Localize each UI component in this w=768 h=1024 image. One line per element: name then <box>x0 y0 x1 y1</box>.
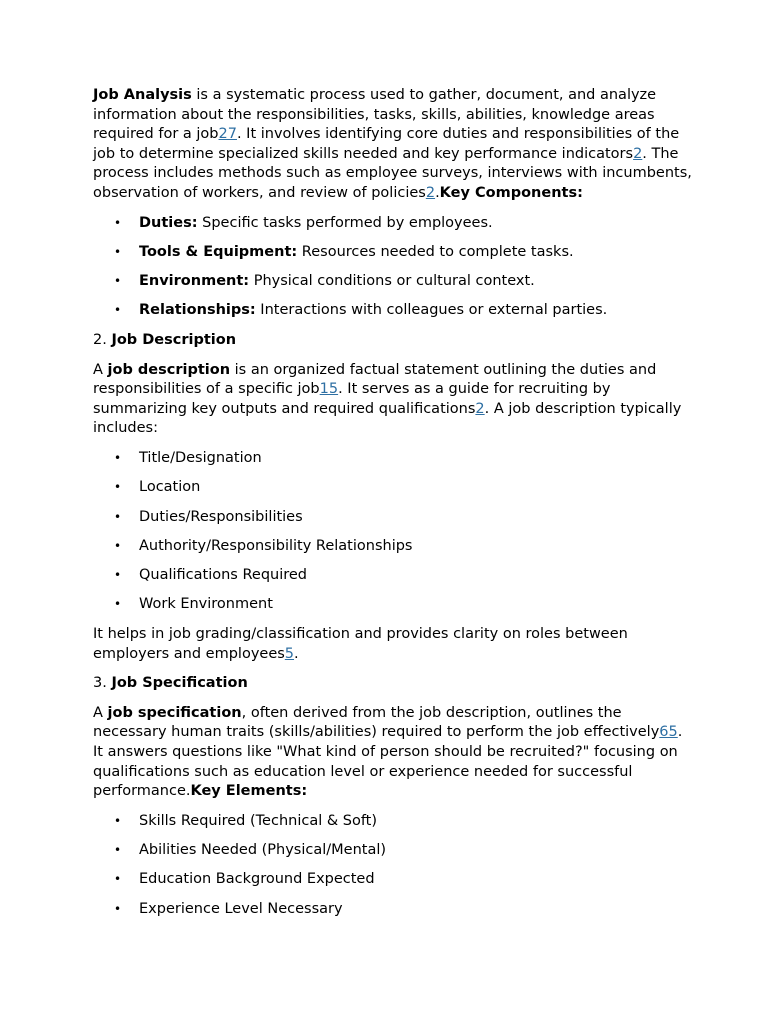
list-item: • Abilities Needed (Physical/Mental) <box>139 841 693 861</box>
list-item: • Education Background Expected <box>139 870 693 890</box>
list-item: • Work Environment <box>139 595 693 615</box>
key-components-list <box>93 214 693 321</box>
key-elements-label: Key Elements: <box>190 783 308 800</box>
paragraph-text: . <box>294 645 299 662</box>
paragraph-text: . It serves as a guide for recruiting by summarizing key outputs and required qualifications <box>93 381 611 417</box>
list-item-label: Tools & Equipment: <box>139 243 298 260</box>
section-title: Job Description <box>111 332 237 348</box>
job-specification-heading <box>93 674 693 694</box>
job-description-heading <box>93 331 693 351</box>
list-item-label: Relationships: <box>139 302 256 319</box>
paragraph-text: It helps in job grading/classification and provides clarity on roles between employers and employees <box>93 625 628 662</box>
paragraph-text: . It answers questions like "What kind of person should be recruited?" focusing on qualifications such as education level or experience needed for successful performance. <box>93 724 683 800</box>
citation-link[interactable]: 65 <box>659 724 678 741</box>
paragraph-text: . A job description typically includes: <box>93 400 682 437</box>
list-item: • Duties/Responsibilities <box>139 508 693 528</box>
paragraph-text: . The process includes methods such as employee surveys, interviews with incumbents, observation of workers, and review of policies <box>93 145 692 201</box>
job-specification-paragraph <box>93 704 693 802</box>
list-item: • Skills Required (Technical & Soft) <box>139 812 693 832</box>
job-description-paragraph <box>93 361 693 439</box>
document-body <box>93 86 693 929</box>
key-components-label: Key Components: <box>439 184 583 201</box>
job-specification-term: job specification <box>107 704 242 721</box>
paragraph-text: is a systematic process used to gather, document, and analyze information about the responsibilities, tasks, skills, abilities, knowledge areas required for a job <box>93 87 657 143</box>
list-item-text: Specific tasks performed by employees. <box>197 214 493 231</box>
section-title: Job Specification <box>111 675 248 692</box>
list-item: • Location <box>139 478 693 498</box>
job-analysis-paragraph <box>93 86 693 204</box>
list-item-label: Environment: <box>139 273 250 290</box>
list-item <box>139 272 693 292</box>
citation-link[interactable]: 5 <box>284 645 295 662</box>
list-item-text: Interactions with colleagues or external parties. <box>255 302 608 319</box>
citation-link[interactable]: 2 <box>633 145 643 162</box>
list-item-text: Resources needed to complete tasks. <box>297 243 574 260</box>
paragraph-text: , often derived from the job description, outlines the necessary human traits (skills/abilities) required to perform the job effectively <box>93 704 660 741</box>
list-item: • Title/Designation <box>139 449 693 469</box>
job-specification-list <box>93 812 693 919</box>
list-item: • Experience Level Necessary <box>139 900 693 920</box>
list-item <box>139 301 693 321</box>
citation-link[interactable]: 2 <box>475 400 485 417</box>
citation-link[interactable]: 27 <box>218 126 237 143</box>
section-number: 3. <box>93 675 112 692</box>
paragraph-text: . It involves identifying core duties and responsibilities of the job to determine specialized skills needed and key performance indicators <box>93 126 680 162</box>
list-item-label: Duties: <box>139 214 198 231</box>
citation-link[interactable]: 15 <box>319 381 339 398</box>
job-analysis-term: Job Analysis <box>93 87 192 103</box>
job-description-list <box>93 449 693 615</box>
citation-link[interactable]: 2 <box>425 184 436 201</box>
list-item <box>139 214 693 234</box>
list-item: • Qualifications Required <box>139 566 693 586</box>
job-description-closing <box>93 625 693 664</box>
list-item-text: Physical conditions or cultural context. <box>249 273 535 290</box>
paragraph-text: A <box>93 361 108 378</box>
paragraph-text: A <box>93 704 108 721</box>
section-number: 2. <box>93 332 112 348</box>
paragraph-text: is an organized factual statement outlining the duties and responsibilities of a specific job <box>93 361 657 398</box>
job-description-term: job description <box>107 361 231 378</box>
list-item <box>139 243 693 263</box>
list-item: • Authority/Responsibility Relationships <box>139 537 693 557</box>
paragraph-text: . <box>435 184 440 201</box>
